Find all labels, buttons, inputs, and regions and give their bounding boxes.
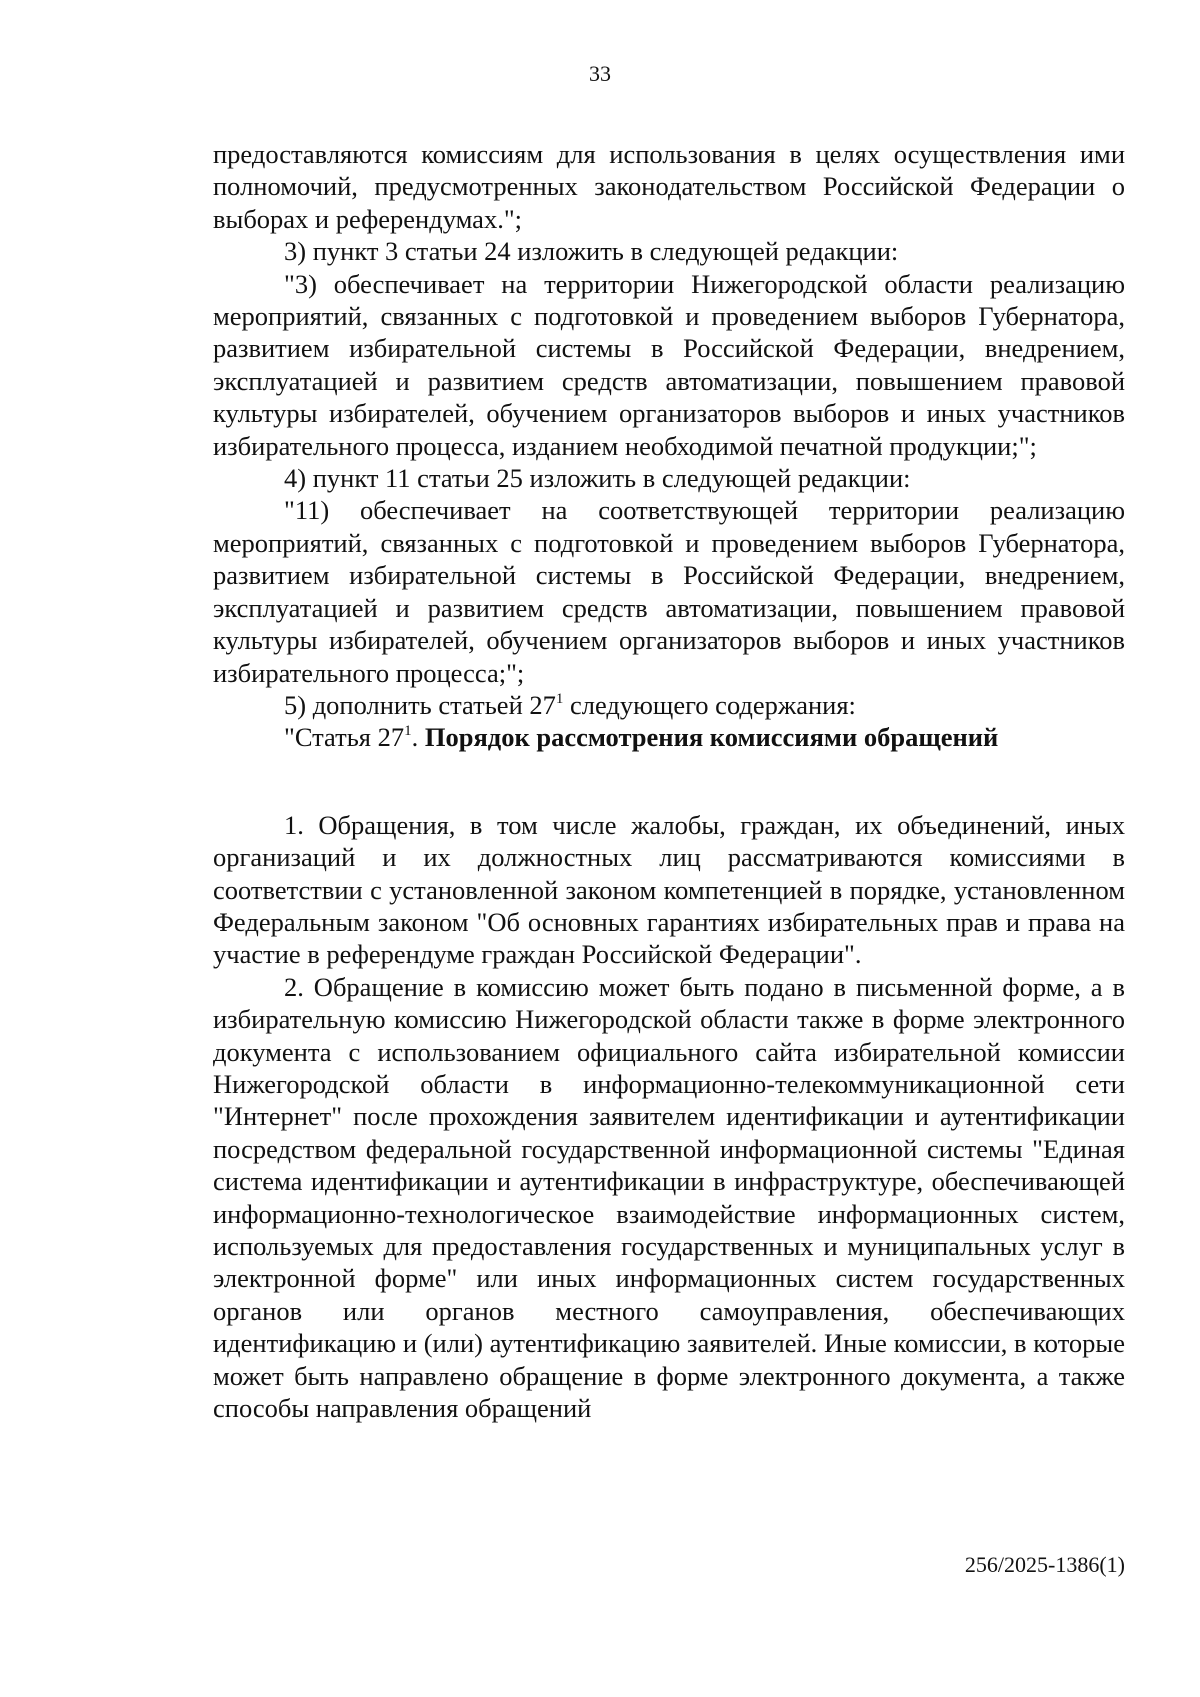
paragraph-article-part-1: 1. Обращения, в том числе жалобы, граждан, их объединений, иных организаций и их должностных лиц рассматриваются комиссиями в соответствии с установленной законом компетенцией в порядке, установленном Федеральным законом "Об основных гарантиях избирательных прав и права на участие в референдуме граждан Российской Федерации". (213, 809, 1125, 970)
article-heading-prefix: "Статья 27 (284, 722, 405, 753)
document-number: 256/2025-1386(1) (964, 1552, 1125, 1577)
article-heading-superscript: 1 (404, 723, 412, 740)
item-5-superscript: 1 (555, 690, 564, 707)
paragraph-item-4-text: "11) обеспечивает на соответствующей территории реализацию мероприятий, связанных с подготовкой и проведением выборов Губернатора, развитием избирательной системы в Российской Федерации, внедрением, эксплуатацией и развитием средств автоматизации, повышением правовой культуры избирателей, обучением организаторов выборов и иных участников избирательного процесса;"; (213, 495, 1125, 688)
paragraph-item-4: 4) пункт 11 статьи 25 изложить в следующей редакции: (284, 463, 911, 494)
document-body (213, 138, 1125, 1424)
item-5-text-start: 5) дополнить статьей 27 (284, 689, 556, 720)
paragraph-item-3: 3) пункт 3 статьи 24 изложить в следующей редакции: (284, 236, 899, 267)
item-5-text-end: следующего содержания: (563, 689, 856, 720)
page-number: 33 (589, 61, 611, 86)
article-heading-title: Порядок рассмотрения комиссиями обращений (424, 722, 999, 753)
paragraph-continuation: предоставляются комиссиям для использования в целях осуществления ими полномочий, предусмотренных законодательством Российской Федерации о выборах и референдумах."; (213, 139, 1125, 234)
paragraph-item-3-text: "3) обеспечивает на территории Нижегородской области реализацию мероприятий, связанных с подготовкой и проведением выборов Губернатора, развитием избирательной системы в Российской Федерации, внедрением, эксплуатацией и развитием средств автоматизации, повышением правовой культуры избирателей, обучением организаторов выборов и иных участников избирательного процесса, изданием необходимой печатной продукции;"; (213, 268, 1125, 461)
spacer (213, 754, 1125, 809)
article-heading (213, 721, 1125, 753)
paragraph-item-5 (213, 689, 1125, 721)
article-heading-dot: . (411, 722, 425, 753)
paragraph-article-part-2: 2. Обращение в комиссию может быть подано в письменной форме, а в избирательную комиссию Нижегородской области также в форме электронного документа с использованием официального сайта избирательной комиссии Нижегородской области в информационно-телекоммуникационной сети "Интернет" после прохождения заявителем идентификации и аутентификации посредством федеральной государственной информационной системы "Единая система идентификации и аутентификации в инфраструктуре, обеспечивающей информационно-технологическое взаимодействие информационных систем, используемых для предоставления государственных и муниципальных услуг в электронной форме" или иных информационных систем государственных органов или органов местного самоуправления, обеспечивающих идентификацию и (или) аутентификацию заявителей. Иные комиссии, в которые может быть направлено обращение в форме электронного документа, а также способы направления обращений (213, 971, 1125, 1424)
